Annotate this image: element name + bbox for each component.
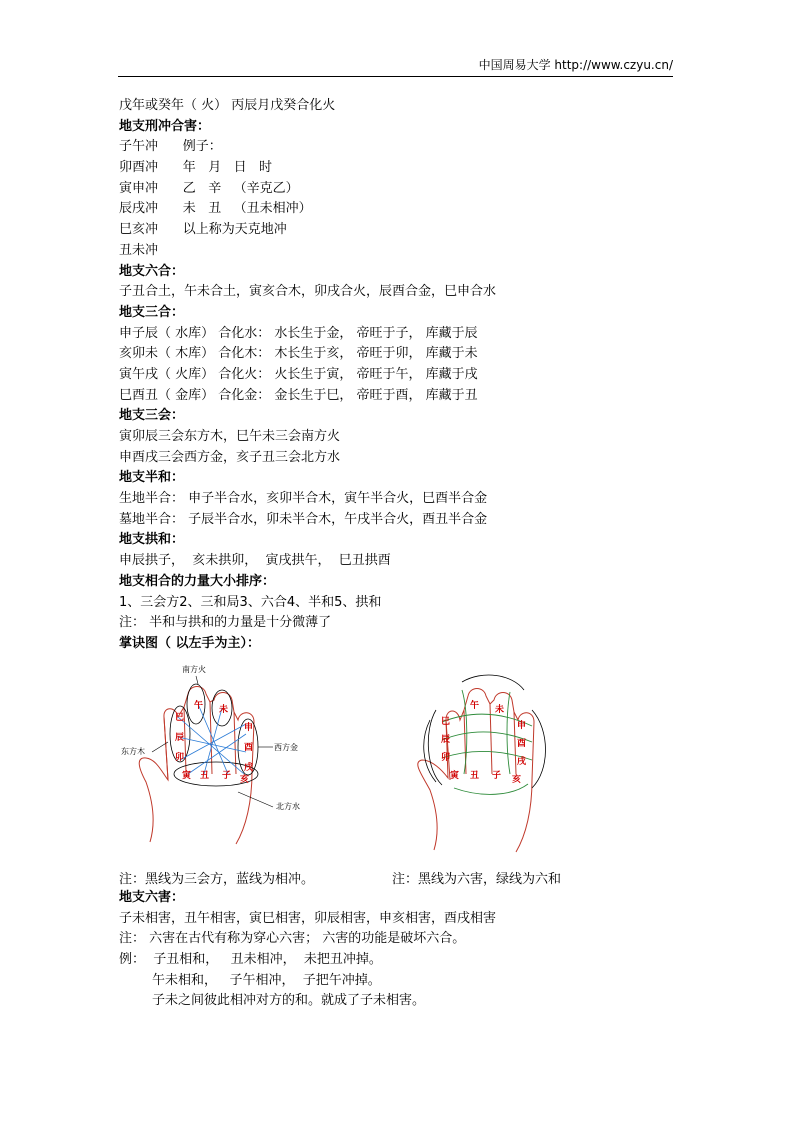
label-west: 西方金 <box>274 743 298 752</box>
text-line: 寅卯辰三会东方木，巳午未三会南方火 <box>119 429 341 444</box>
text-line: 例： 子丑相和， 丑未相冲， 未把丑冲掉。 <box>119 952 382 968</box>
text-line: 子未相害，丑午相害，寅巳相害，卯辰相害，申亥相害，酉戌相害 <box>119 910 497 926</box>
branch-wei: 未 <box>219 705 229 715</box>
text-line: 子未之间彼此相冲对方的和。就成了子未相害。 <box>119 993 426 1009</box>
section-heading: 地支六合： <box>119 263 185 279</box>
text-line: 申酉戌三会西方金，亥子丑三会北方水 <box>119 449 341 465</box>
branch-mao: 卯 <box>175 753 185 763</box>
label-south: 南方火 <box>182 665 206 674</box>
branch-you: 酉 <box>517 739 527 749</box>
branch-chen: 辰 <box>175 733 185 743</box>
text-line: 卯酉冲 年 月 日 时 <box>119 160 272 176</box>
branch-wu: 午 <box>470 701 480 711</box>
text-line: 寅午戌（ 火库） 合化火： 火长生于寅， 帝旺于午， 库藏于戌 <box>119 366 478 382</box>
branch-si: 巳 <box>441 717 451 727</box>
section-heading: 地支刑冲合害： <box>119 118 211 134</box>
header-text: 中国周易大学 http://www.czyu.cn/ <box>478 58 673 72</box>
text-line: 巳酉丑（ 金库） 合化金： 金长生于巳， 帝旺于酉， 库藏于丑 <box>119 387 478 403</box>
document-body-bottom <box>119 888 679 1012</box>
section-heading: 地支相合的力量大小排序： <box>119 573 276 589</box>
text-line: 寅申冲 乙 辛 （辛克乙） <box>119 180 299 196</box>
branch-chou: 丑 <box>200 771 210 781</box>
text-line: 午未相和， 子午相冲， 子把午冲掉。 <box>119 972 381 988</box>
branch-shen: 申 <box>244 723 254 733</box>
document-body-top <box>119 96 679 655</box>
diagram-note-right: 注：黑线为六害，绿线为六和 <box>392 872 562 887</box>
text-line: 巳亥冲 以上称为天克地冲 <box>119 222 287 238</box>
left-hand-diagram <box>118 662 318 857</box>
diagram-note-left: 注：黑线为三会方，蓝线为相冲。 <box>119 872 315 887</box>
text-line: 申子辰（ 水库） 合化水： 水长生于金， 帝旺于子， 库藏于辰 <box>119 325 478 341</box>
text-line: 子午冲 例子： <box>119 139 222 155</box>
branch-hai: 亥 <box>240 775 250 785</box>
branch-xu: 戌 <box>517 757 527 767</box>
branch-chou: 丑 <box>470 771 480 781</box>
branch-zi: 子 <box>492 771 502 781</box>
page-header <box>118 58 673 77</box>
section-heading: 掌诀图（ 以左手为主）： <box>119 635 261 651</box>
text-line: 辰戌冲 未 丑 （丑未相冲） <box>119 201 312 217</box>
label-east: 东方木 <box>121 747 145 756</box>
text-line: 注： 半和与拱和的力量是十分微薄了 <box>119 615 332 631</box>
text-line: 生地半合： 申子半合水，亥卯半合木，寅午半合火，巳酉半合金 <box>119 491 488 507</box>
branch-shen: 申 <box>517 721 527 731</box>
branch-you: 酉 <box>244 743 254 753</box>
right-hand-diagram <box>402 670 562 860</box>
branch-mao: 卯 <box>441 753 451 763</box>
section-heading: 地支拱和： <box>119 532 185 548</box>
branch-si: 巳 <box>175 713 185 723</box>
text-line: 1、三会方2、三和局3、六合4、半和5、拱和 <box>119 594 382 610</box>
text-line: 申辰拱子， 亥未拱卯， 寅戌拱午， 巳丑拱酉 <box>119 553 391 569</box>
label-north: 北方水 <box>276 802 300 811</box>
text-line: 墓地半合： 子辰半合水，卯未半合木，午戌半合火，酉丑半合金 <box>119 511 488 527</box>
text-line: 戊年或癸年（ 火） 丙辰月戊癸合化火 <box>119 98 336 113</box>
text-line: 丑未冲 <box>119 242 159 258</box>
branch-wu: 午 <box>194 701 204 711</box>
branch-xu: 戌 <box>244 763 254 773</box>
branch-wei: 未 <box>495 705 505 715</box>
branch-chen: 辰 <box>441 735 451 745</box>
text-line: 亥卯未（ 木库） 合化木： 木长生于亥， 帝旺于卯， 库藏于未 <box>119 346 478 362</box>
section-heading: 地支三会： <box>119 408 185 424</box>
section-heading: 地支六害： <box>119 890 185 905</box>
branch-hai: 亥 <box>512 775 522 785</box>
text-line: 子丑合土，午未合土，寅亥合木，卯戌合火，辰酉合金，巳申合水 <box>119 284 497 300</box>
branch-zi: 子 <box>222 771 232 781</box>
text-line: 注： 六害在古代有称为穿心六害； 六害的功能是破坏六合。 <box>119 931 466 947</box>
branch-yin: 寅 <box>450 771 460 781</box>
section-heading: 地支三合： <box>119 304 185 320</box>
section-heading: 地支半和： <box>119 470 185 486</box>
branch-yin: 寅 <box>182 771 192 781</box>
